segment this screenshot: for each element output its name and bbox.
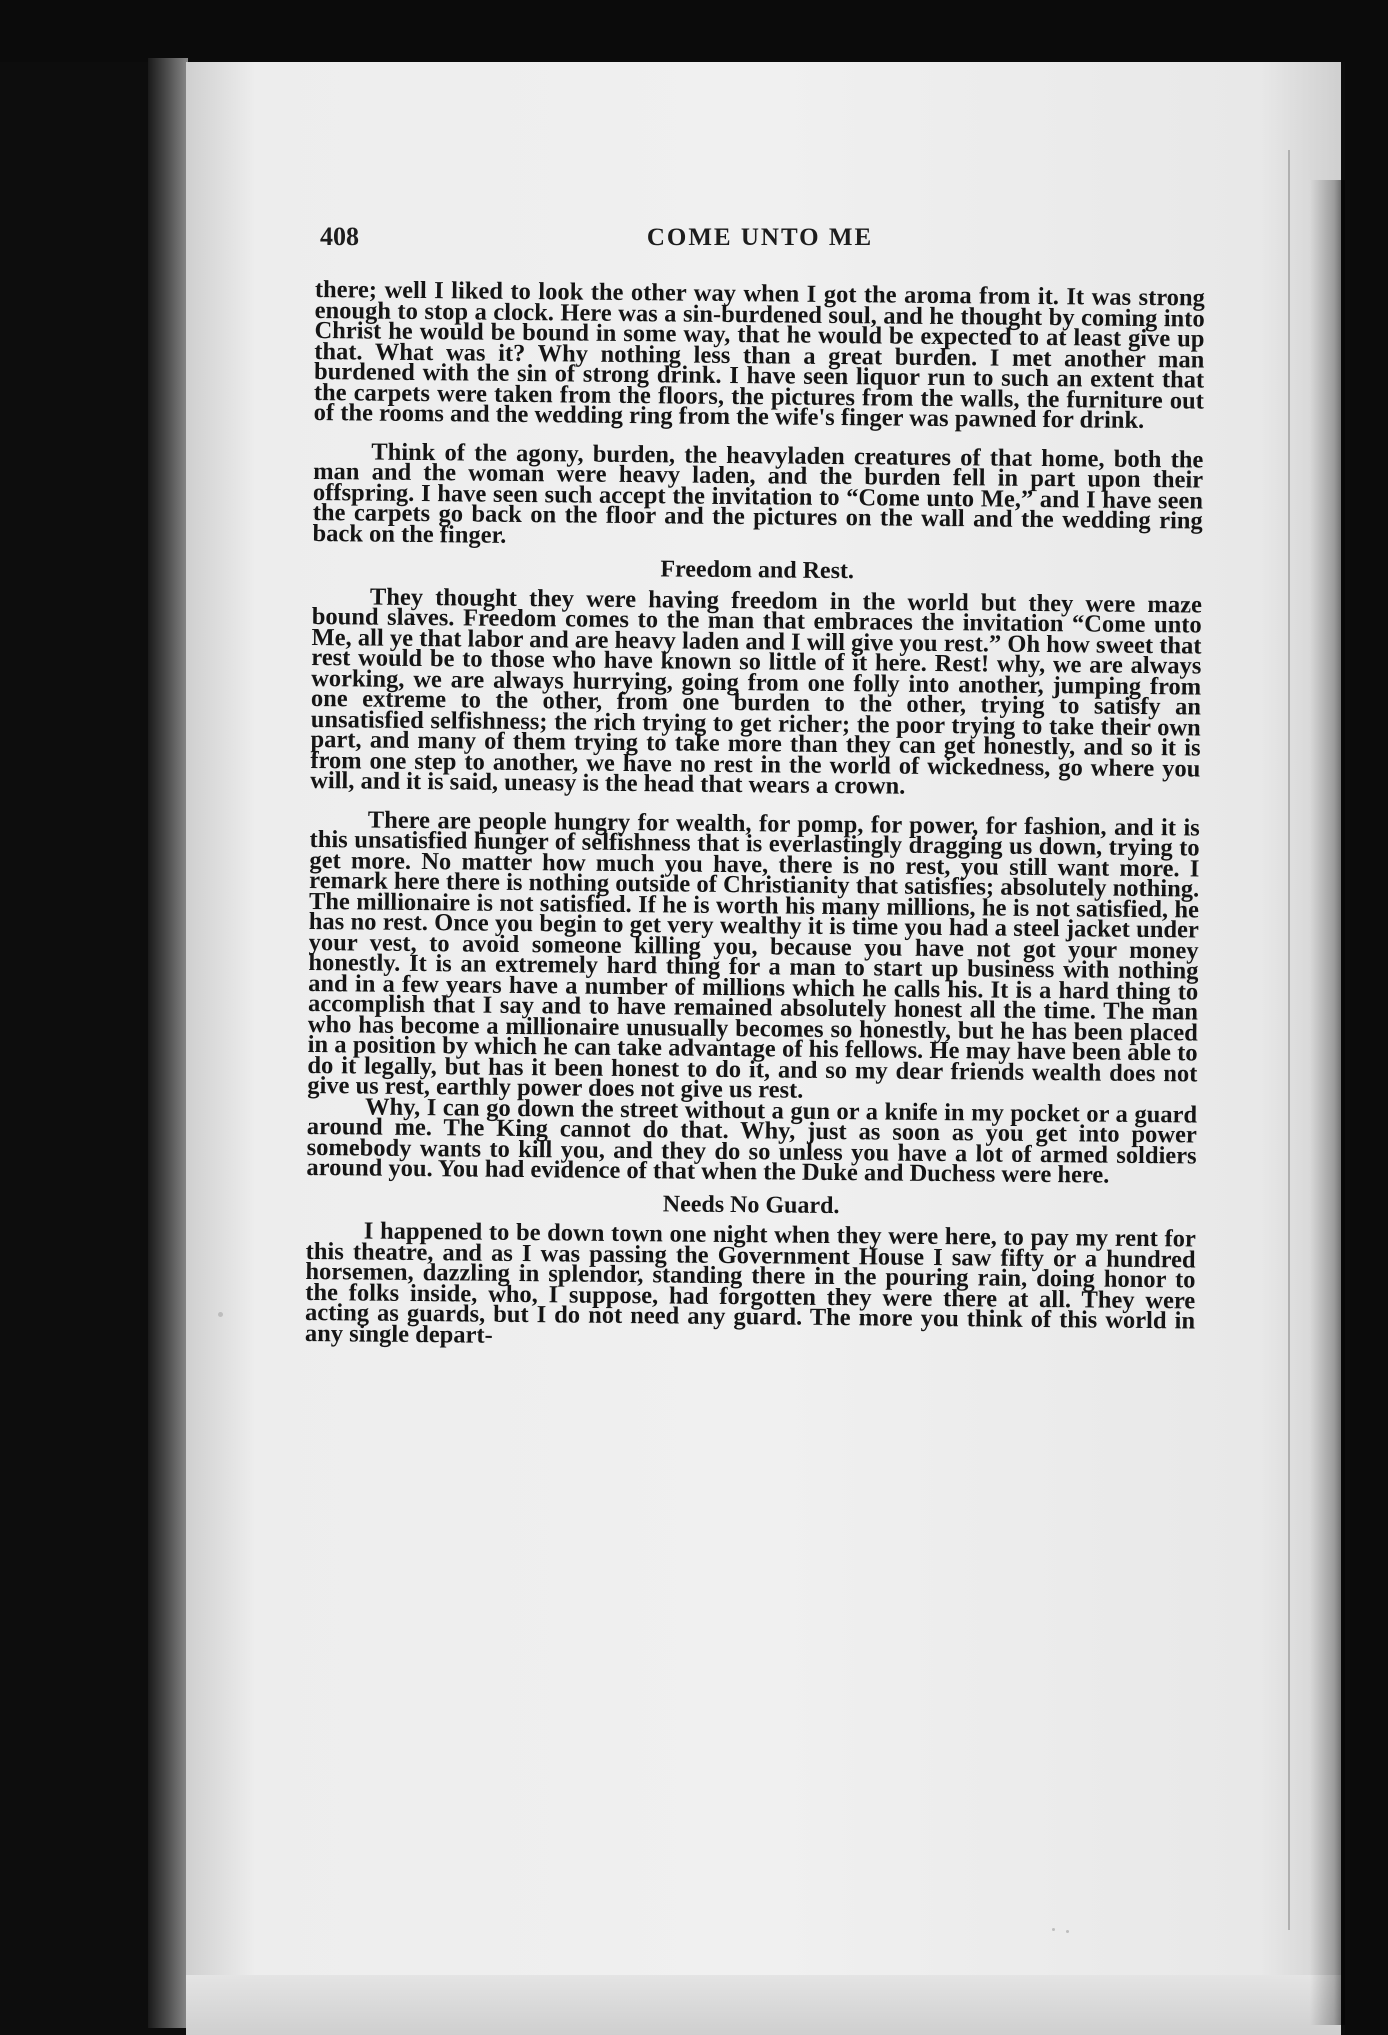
- book-binding-edge: [148, 58, 188, 2028]
- paragraph: there; well I liked to look the other way when I got the aroma from it. It was strong enough to stop a clock. Here was a sin-burdened soul, and he thought by coming into Christ he would be bound in some way, that he would be expected to at least give up that. What was it? Why nothing less than a great burden. I met another man burdened with the sin of strong drink. I have seen liquor run to such an extent that the carpets were taken from the floors, the pictures from the walls, the furniture out of the rooms and the wedding ring from the wife's finger was pawned for drink.: [313, 276, 1205, 434]
- running-title: COME UNTO ME: [646, 224, 874, 251]
- scan-top-border: [0, 0, 1388, 62]
- scan-right-border: [1345, 0, 1388, 2035]
- paragraph: There are people hungry for wealth, for pomp, for power, for fashion, and it is this unsatisfied hunger of selfishness that is everlastingly dragging us down, trying to get more. No matter how much you have, there is no rest, you still want more. I remark here there is nothing outside of Christianity that satisfies; absolutely nothing. The millionaire is not satisfied. If he is worth his many millions, he is not satisfied, he has no rest. Once you begin to get very wealthy it is time you had a steel jacket under your vest, to avoid someone killing you, because you have not got your money honestly. It is an extremely hard thing for a man to start up business with nothing and in a few years have a number of millions which he calls his. It is a hard thing to accomplish that I say and to have remained absolutely honest all the time. The man who has become a millionaire unusually becomes so honestly, but he has been placed in a position by which he can take advantage of his fellows. He may have been able to do it legally, but has it been honest to do it, and so my dear friends wealth does not give us rest, earthly power does not give us rest.: [307, 806, 1200, 1104]
- page-header: [320, 222, 1200, 262]
- section-heading: Freedom and Rest.: [660, 556, 855, 585]
- dust-speck: [1052, 1928, 1055, 1931]
- page-bottom-margin: [186, 1975, 1341, 2035]
- paragraph: Why, I can go down the street without a gun or a knife in my pocket or a guard around me. The King cannot do that. Why, just as soon as you get into power somebody wants to kill you, and they do so unless you have a lot of armed soldiers around you. You had evidence of that when the Duke and Duchess were here.: [306, 1093, 1198, 1189]
- dust-speck: [218, 1312, 223, 1317]
- section-heading: Needs No Guard.: [662, 1190, 840, 1219]
- paragraph: I happened to be down town one night when they were here, to pay my rent for this theatre, and as I was passing the Government House I saw fifty or a hundred horsemen, dazzling in splendor, standing there in the pouring rain, doing honor to the folks inside, who, I suppose, had forgotten they were there at all. They were acting as guards, but I do not need any guard. The more you think of this world in any single depart-: [304, 1217, 1196, 1349]
- page-number: 408: [320, 222, 359, 251]
- dust-speck: [1066, 1930, 1069, 1933]
- paragraph: Think of the agony, burden, the heavyladen creatures of that home, both the man and the woman were heavy laden, and the burden fell in part upon their offspring. I have seen such accept the invitation to “Come unto Me,” and I have seen the carpets go back on the floor and the pictures on the wall and the wedding ring back on the finger.: [312, 438, 1204, 549]
- page-body: [304, 276, 1205, 1352]
- scan-artifact-line: [1288, 150, 1290, 1930]
- page-gutter-shadow: [1310, 180, 1350, 2025]
- paragraph: They thought they were having freedom in the world but they were maze bound slaves. Freedom comes to the man that embraces the invitation “Come unto Me, all ye that labor and are heavy laden and I will give you rest.” Oh how sweet that rest would be to those who have known so little of it here. Rest! why, we are always working, we are always hurrying, going from one folly into another, jumping from one extreme to the other, from one burden to the other, trying to satisfy an unsatisfied selfishness; the rich trying to get richer; the poor trying to take their own part, and many of them trying to take more than they can get honestly, and so it is from one step to another, we have no rest in the world of wickedness, go where you will, and it is said, uneasy is the head that wears a crown.: [310, 583, 1203, 800]
